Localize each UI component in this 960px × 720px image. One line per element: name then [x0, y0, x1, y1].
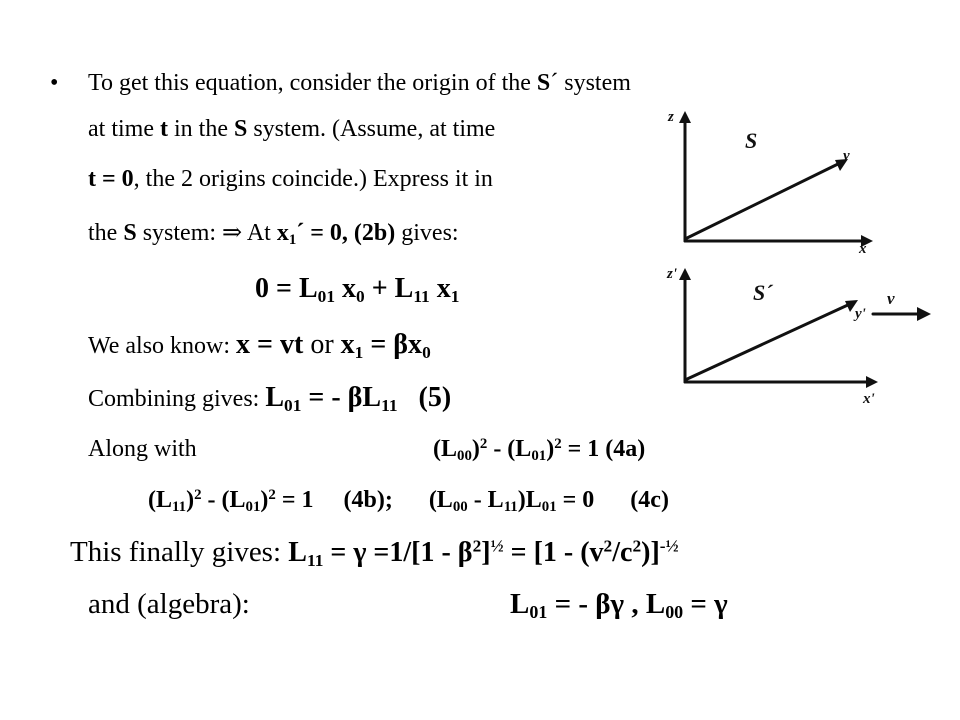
final-f: )]	[641, 537, 660, 568]
comb-b-sub: 11	[381, 395, 398, 415]
final-e-sup: 2	[632, 536, 642, 556]
final-a-sub: 11	[306, 550, 324, 570]
text-line-4	[88, 220, 459, 249]
eq4b-t3-sub: 01	[245, 499, 261, 516]
final-eq	[288, 537, 678, 568]
final-f-sup: -½	[659, 536, 679, 556]
label-y-prime: y'	[855, 306, 866, 322]
eq1-d: x	[429, 273, 451, 304]
alg-b: = - βγ , L	[547, 588, 666, 620]
eq4b-t5: = 1 (4b); (L	[275, 487, 453, 513]
text-line-3	[88, 167, 493, 191]
line1-text: To get this equation, consider the origin of the	[88, 70, 537, 96]
line2-mid: in the	[167, 116, 234, 142]
eq4a-t3-sub: 01	[531, 448, 547, 465]
alg-a: L	[510, 588, 530, 620]
know-eq	[236, 329, 431, 360]
line3-post: , the 2 origins coincide.) Express it in	[133, 166, 493, 192]
frame-S-prime-diagram	[665, 262, 945, 422]
final-b: = γ =1/[1 - β	[323, 537, 473, 568]
eq1-b-sub: 0	[356, 286, 365, 306]
eq1-a-sub: 01	[317, 286, 335, 306]
line3-t: t = 0	[88, 166, 134, 192]
know-b-sub: 1	[354, 342, 364, 362]
eq4b-t1-sub: 11	[172, 499, 187, 516]
line1-S: S	[536, 70, 551, 96]
comb-eq	[265, 382, 451, 413]
label-z: z	[668, 109, 674, 125]
eq4a-t1: (L	[433, 436, 457, 462]
line2-S: S	[233, 116, 248, 142]
text-line-know	[88, 329, 431, 362]
along-pre: Along with	[88, 436, 197, 462]
eq4a-t3: - (L	[487, 436, 532, 462]
text-line-combining	[88, 382, 452, 415]
final-d-sup: 2	[603, 536, 613, 556]
label-x-prime: x'	[863, 391, 875, 407]
comb-c: (5)	[397, 382, 452, 413]
eq4a-t5: = 1 (4a)	[561, 436, 646, 462]
final-b-sup: 2	[472, 536, 482, 556]
label-y: y	[843, 148, 850, 164]
line2-pre: at time	[88, 116, 160, 142]
line4-mid: system:	[136, 220, 223, 246]
alg-c: = γ	[683, 588, 728, 620]
final-c-sup: ½	[490, 536, 504, 556]
know-c: = βx	[363, 329, 423, 360]
eq4b-t1: (L	[148, 487, 172, 513]
label-z-prime: z'	[667, 266, 678, 282]
label-x: x	[859, 241, 867, 255]
alg-b-sub: 00	[665, 602, 684, 623]
label-v: v	[887, 289, 895, 308]
final-e: /c	[612, 537, 633, 568]
eq4b-t4: )	[260, 487, 269, 513]
comb-pre: Combining gives:	[88, 386, 266, 412]
equation-result	[510, 588, 728, 623]
bullet-marker: •	[50, 70, 59, 96]
eq4b-t2-sup: 2	[194, 486, 202, 503]
alg-a-sub: 01	[529, 602, 548, 623]
equation-4b-4c	[148, 486, 669, 516]
eq4c-t6: - L	[467, 487, 504, 513]
know-pre: We also know:	[88, 333, 237, 359]
know-or: or	[303, 329, 341, 360]
final-c: ]	[481, 537, 491, 568]
line4-x-sub: 1	[288, 232, 297, 249]
equation-transform	[255, 273, 460, 306]
know-a: x = vt	[236, 329, 304, 360]
eq4b-t2: )	[186, 487, 195, 513]
line4-at: At	[242, 220, 277, 246]
eq4a-t4: )	[546, 436, 555, 462]
comb-a-sub: 01	[284, 395, 302, 415]
comb-a: L	[265, 382, 285, 413]
implies-arrow-icon: ⇒	[222, 220, 243, 246]
eq1-c-sub: 11	[413, 286, 430, 306]
text-line-2	[88, 117, 495, 141]
know-b: x	[340, 329, 355, 360]
line1-post: ´ system	[550, 70, 631, 96]
text-line-final	[70, 536, 679, 570]
eq4c-t5-sub: 00	[452, 499, 468, 516]
line4-cond: ´ = 0, (2b)	[296, 220, 396, 246]
text-line-along	[88, 437, 197, 461]
eq4c-t6-sub: 11	[503, 499, 518, 516]
equation-4a	[433, 435, 646, 465]
line2-post: system. (Assume, at time	[247, 116, 496, 142]
final-a: L	[288, 537, 307, 568]
line2-t: t	[159, 116, 168, 142]
final-pre: This finally gives:	[70, 536, 289, 568]
final-d: = [1 - (v	[503, 537, 604, 568]
eq1-d-sub: 1	[450, 286, 460, 306]
eq1-a: 0 = L	[255, 273, 318, 304]
eq4c-t7: )L	[517, 487, 542, 513]
eq4a-t4-sup: 2	[554, 435, 562, 452]
line4-x: x	[276, 220, 289, 246]
label-S: S	[745, 128, 758, 153]
eq4b-t3: - (L	[201, 487, 246, 513]
eq4a-t1-sub: 00	[457, 448, 472, 465]
text-line-algebra	[88, 590, 250, 619]
line4-post: gives:	[395, 220, 459, 246]
eq1-b: x	[335, 273, 356, 304]
frame-S-diagram	[665, 105, 895, 255]
comb-b: = - βL	[301, 382, 382, 413]
know-c-sub: 0	[422, 342, 431, 362]
eq4a-t2-sup: 2	[479, 435, 488, 452]
eq4c-t8: = 0 (4c)	[556, 487, 669, 513]
eq4b-t4-sup: 2	[268, 486, 276, 503]
alg-pre: and (algebra):	[88, 588, 250, 620]
line4-S: S	[123, 220, 137, 246]
text-line-1	[88, 71, 631, 95]
eq4a-t2: )	[471, 436, 480, 462]
line4-pre: the	[88, 220, 124, 246]
eq1-c: + L	[364, 273, 414, 304]
eq4c-t7-sub: 01	[541, 499, 557, 516]
label-S-prime: S´	[753, 280, 773, 305]
